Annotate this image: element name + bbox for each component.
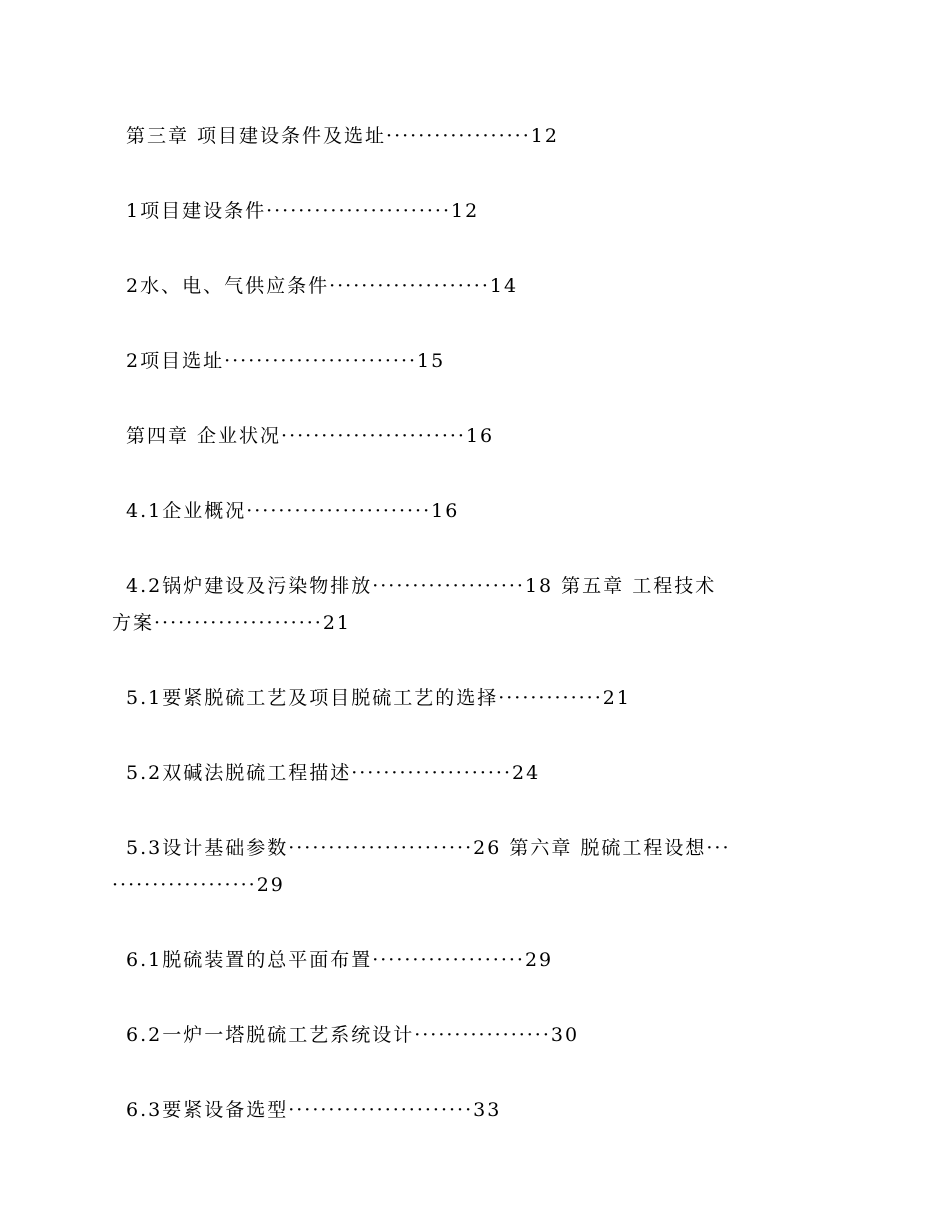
toc-entry-5-3-chapter-6[interactable]: 5.3设计基础参数·······················26 第六章 脱硫工程设想·····················29 xyxy=(112,837,731,896)
toc-entry-5-1[interactable]: 5.1要紧脱硫工艺及项目脱硫工艺的选择·············21 xyxy=(126,687,631,709)
toc-entry-5-2[interactable]: 5.2双碱法脱硫工程描述····················24 xyxy=(126,762,541,784)
toc-entry-6-3[interactable]: 6.3要紧设备选型·······················33 xyxy=(126,1099,502,1121)
toc-entry-6-1[interactable]: 6.1脱硫装置的总平面布置···················29 xyxy=(126,949,554,971)
toc-entry-chapter-4[interactable]: 第四章 企业状况·······················16 xyxy=(126,425,495,447)
toc-entry-3-2[interactable]: 2水、电、气供应条件····················14 xyxy=(126,275,519,297)
table-of-contents xyxy=(112,118,732,1167)
toc-entry-4-1[interactable]: 4.1企业概况·······················16 xyxy=(126,500,460,522)
toc-entry-4-2-chapter-5[interactable]: 4.2锅炉建设及污染物排放···················18 第五章 工程技术方案·····················21 xyxy=(112,575,717,634)
toc-entry-3-3[interactable]: 2项目选址························15 xyxy=(126,350,446,372)
toc-entry-3-1[interactable]: 1项目建设条件·······················12 xyxy=(126,200,480,222)
toc-entry-6-2[interactable]: 6.2一炉一塔脱硫工艺系统设计·················30 xyxy=(126,1024,580,1046)
toc-entry-chapter-3[interactable]: 第三章 项目建设条件及选址··················12 xyxy=(126,125,559,147)
